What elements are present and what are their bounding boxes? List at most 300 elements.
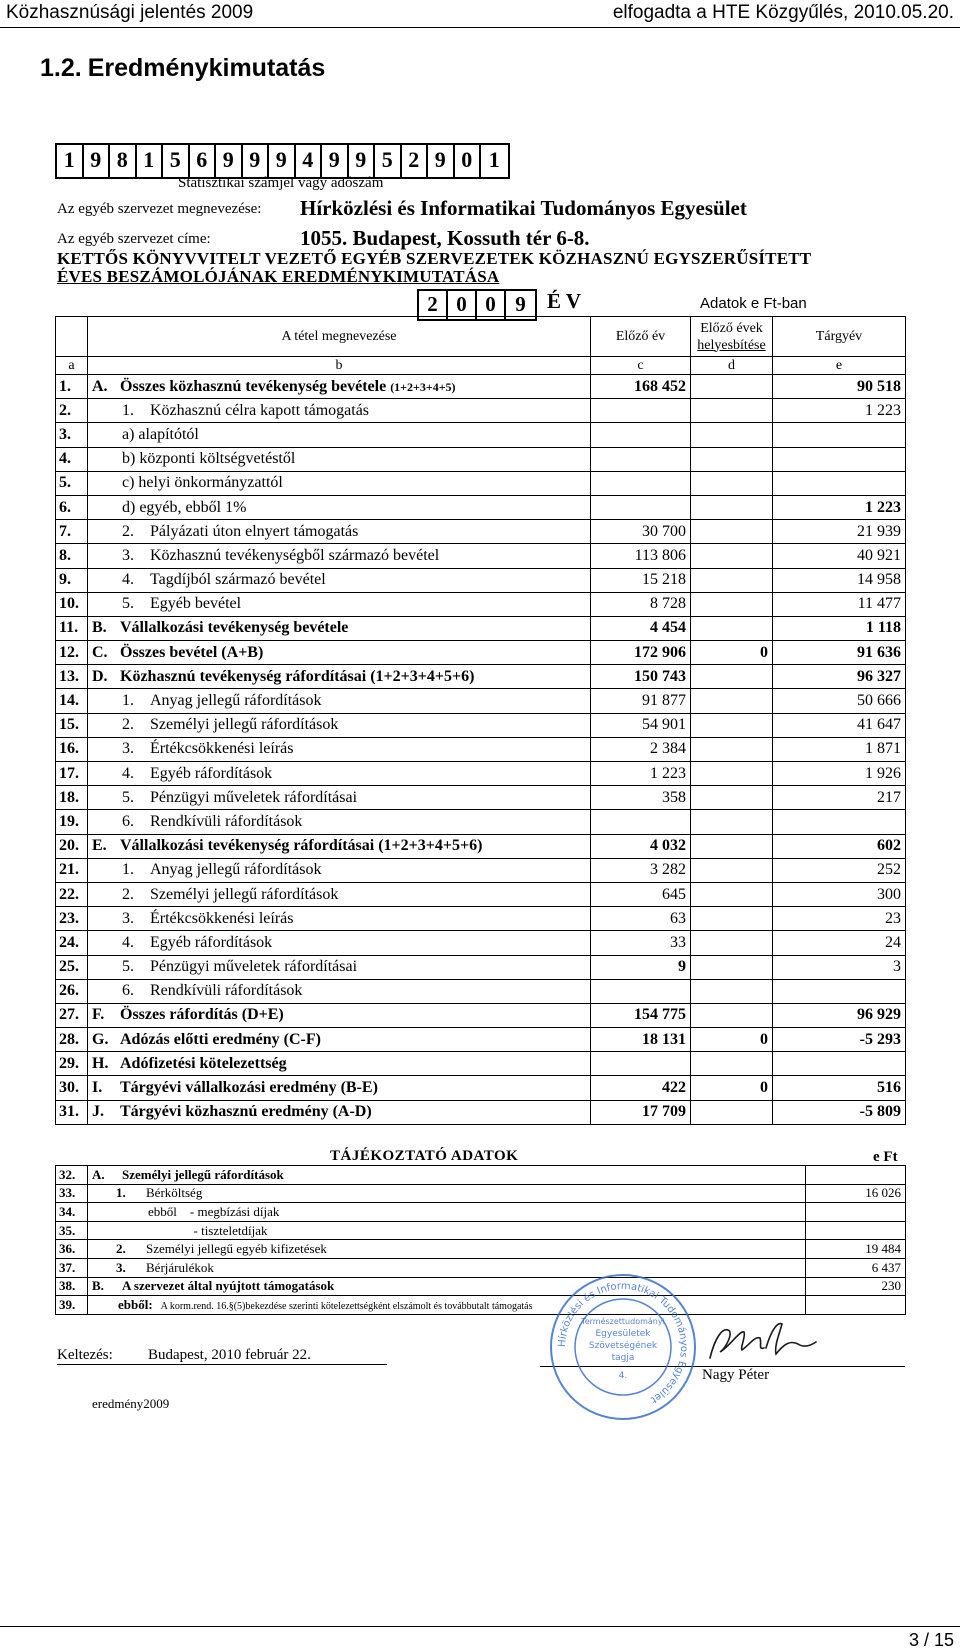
row-code: 1. [122,401,134,419]
row-label: Összes közhasznú tevékenység bevétele [120,377,387,395]
info-label: ebből: [118,1296,153,1312]
tax-digit: 8 [110,145,137,177]
info-value: 19 484 [806,1240,906,1259]
table-row [56,810,906,834]
value-corr [691,568,773,592]
table-row [56,689,906,713]
info-value [806,1203,906,1222]
value-corr [691,616,773,640]
row-label: Rendkívüli ráfordítások [150,982,303,1000]
row-label: Anyag jellegű ráfordítások [150,861,322,879]
header-correction-line2: helyesbítése [697,337,766,353]
header-item: A tétel megnevezése [88,317,591,357]
info-row [56,1203,906,1222]
value-prev: 63 [591,907,691,931]
info-label-cell [88,1184,806,1203]
row-label-cell [88,1052,591,1076]
row-code: 4. [122,764,134,782]
table-row [56,858,906,882]
value-prev [591,1052,691,1076]
row-number: 9. [56,568,88,592]
row-label-cell [88,544,591,568]
row-number: 1. [56,375,88,399]
row-code: I. [92,1079,103,1097]
value-curr [773,979,906,1003]
value-prev: 33 [591,931,691,955]
column-key-a: a [56,357,88,375]
info-code: 1. [116,1185,126,1201]
info-label: Bérköltség [146,1185,203,1201]
value-prev: 150 743 [591,665,691,689]
info-value: 16 026 [806,1184,906,1203]
info-code: 2. [116,1241,126,1257]
row-code: 4. [122,571,134,589]
row-label-cell [88,955,591,979]
row-number: 15. [56,713,88,737]
value-prev: 91 877 [591,689,691,713]
stamp-text-3: Szövetségének [588,1341,658,1351]
row-formula: (1+2+3+4+5) [390,379,456,394]
header-correction [691,317,773,357]
row-label: Anyag jellegű ráfordítások [150,692,322,710]
info-code: B. [92,1278,104,1294]
org-address: 1055. Budapest, Kossuth tér 6-8. [300,226,590,250]
row-code: J. [92,1103,104,1121]
info-label: Bérjárulékok [146,1259,214,1275]
row-label: Adófizetési kötelezettség [120,1054,287,1072]
value-prev [591,471,691,495]
value-curr: 1 926 [773,762,906,786]
form-heading-line1: KETTŐS KÖNYVVITELT VEZETŐ EGYÉB SZERVEZETEK KÖZHASZNÚ EGYSZERŰSÍTETT [57,249,812,268]
row-number: 8. [56,544,88,568]
value-corr: 0 [691,1076,773,1100]
row-code: 6. [122,982,134,1000]
row-label: Pályázati úton elnyert támogatás [150,522,359,540]
table-row [56,931,906,955]
row-code: 5. [122,788,134,806]
info-value [806,1221,906,1240]
stamp-ring-text: Hírközlési és Informatikai Tudományos Egyesület [556,1280,690,1406]
value-curr: 41 647 [773,713,906,737]
footer-rule [0,1626,960,1627]
year-digit: 2 [419,291,448,319]
header-correction-line1: Előző évek [700,320,763,336]
row-label: Összes ráfordítás (D+E) [120,1006,284,1024]
year-digit: 0 [448,291,477,319]
value-corr: 0 [691,1028,773,1052]
row-code: E. [92,837,107,855]
value-curr: 1 223 [773,495,906,519]
tax-digit: 9 [84,145,111,177]
column-key-d: d [691,357,773,375]
value-curr: 252 [773,858,906,882]
value-curr [773,810,906,834]
row-code: 2. [122,522,134,540]
info-unit: e Ft [873,1149,898,1165]
value-curr: 300 [773,882,906,906]
tax-digit: 0 [455,145,482,177]
info-note: A korm.rend. 16.§(5)bekezdése szerinti kötelezettségként elszámolt és továbbutalt támogatás [160,1300,533,1312]
header-blank [56,317,88,357]
value-corr [691,713,773,737]
value-corr [691,447,773,471]
row-label: Tárgyévi közhasznú eredmény (A-D) [120,1103,372,1121]
value-prev: 168 452 [591,375,691,399]
table-row [56,882,906,906]
value-corr [691,907,773,931]
value-prev: 358 [591,786,691,810]
info-row-number: 36. [56,1240,88,1259]
table-row [56,520,906,544]
row-number: 24. [56,931,88,955]
table-row [56,1028,906,1052]
table-row [56,665,906,689]
value-curr: 40 921 [773,544,906,568]
row-label: Közhasznú tevékenység ráfordításai (1+2+3+4+5+6) [120,667,475,685]
year-digit: 9 [515,292,526,316]
row-code: 1. [122,692,134,710]
value-corr [691,544,773,568]
info-row [56,1221,906,1240]
value-corr [691,665,773,689]
value-corr [691,979,773,1003]
info-value: 230 [806,1277,906,1296]
value-corr [691,495,773,519]
row-label: Vállalkozási tevékenység ráfordításai (1+2+3+4+5+6) [120,837,483,855]
row-label: c) helyi önkormányzattól [122,474,283,492]
info-value: 6 437 [806,1258,906,1277]
row-label-cell [88,568,591,592]
row-number: 4. [56,447,88,471]
row-number: 22. [56,882,88,906]
table-row [56,737,906,761]
row-code: 3. [122,740,134,758]
tax-digit: 9 [349,145,376,177]
info-row [56,1184,906,1203]
value-curr: 21 939 [773,520,906,544]
value-prev: 1 223 [591,762,691,786]
row-label: Közhasznú tevékenységből származó bevétel [150,546,440,564]
info-row-number: 38. [56,1277,88,1296]
row-label: Közhasznú célra kapott támogatás [150,401,370,419]
row-number: 28. [56,1028,88,1052]
table-row [56,471,906,495]
value-corr [691,955,773,979]
value-prev [591,447,691,471]
tax-digit: 1 [57,145,84,177]
row-number: 7. [56,520,88,544]
value-prev [591,423,691,447]
row-code: 6. [122,812,134,830]
column-key-b: b [88,357,591,375]
row-label-cell [88,786,591,810]
row-label-cell [88,616,591,640]
table-row [56,979,906,1003]
row-label-cell [88,592,591,616]
info-row [56,1277,906,1296]
approval-note: elfogadta a HTE Közgyűlés, 2010.05.20. [612,2,954,23]
info-label: ebből - megbízási díjak [148,1203,280,1219]
row-number: 29. [56,1052,88,1076]
row-code: D. [92,667,108,685]
tax-digit: 9 [243,145,270,177]
value-curr: 1 871 [773,737,906,761]
units-note: Adatok e Ft-ban [700,295,807,312]
tax-number-boxes [55,143,510,179]
info-row-number: 39. [56,1296,88,1315]
info-code: 3. [116,1259,126,1275]
table-row [56,447,906,471]
report-title: Közhasznúsági jelentés 2009 [6,2,254,23]
row-label: a) alapítótól [122,425,199,443]
row-label-cell [88,1028,591,1052]
date-value: Budapest, 2010 február 22. [148,1347,311,1363]
value-curr: 96 327 [773,665,906,689]
row-number: 25. [56,955,88,979]
table-row [56,1003,906,1027]
tax-digit: 9 [216,145,243,177]
value-corr [691,375,773,399]
table-row [56,955,906,979]
row-label: Tagdíjból származó bevétel [150,571,326,589]
column-key-row [56,357,906,375]
value-prev: 30 700 [591,520,691,544]
row-label-cell [88,713,591,737]
info-label: - tiszteletdíjak [148,1222,268,1238]
row-label-cell [88,399,591,423]
table-row [56,544,906,568]
table-row [56,568,906,592]
row-label: Egyéb bevétel [150,595,242,613]
value-prev: 4 032 [591,834,691,858]
table-header-row [56,317,906,357]
info-row [56,1258,906,1277]
row-number: 16. [56,737,88,761]
row-number: 31. [56,1100,88,1124]
value-curr: 90 518 [773,375,906,399]
row-label: Személyi jellegű ráfordítások [150,716,339,734]
income-statement-table [55,316,906,1125]
row-number: 5. [56,471,88,495]
year-digit: 0 [477,291,506,319]
date-line [57,1364,387,1365]
value-curr: 1 118 [773,616,906,640]
row-label: Összes bevétel (A+B) [120,643,264,661]
row-code: A. [92,377,108,395]
row-label-cell [88,520,591,544]
tax-digit: 4 [296,145,323,177]
info-label-cell [88,1221,806,1240]
row-label-cell [88,665,591,689]
year-suffix: É V [547,289,582,313]
value-curr [773,471,906,495]
value-corr [691,689,773,713]
row-code: 2. [122,885,134,903]
row-number: 27. [56,1003,88,1027]
info-row-number: 35. [56,1221,88,1240]
value-corr [691,1100,773,1124]
table-row [56,592,906,616]
value-prev: 8 728 [591,592,691,616]
row-label-cell [88,762,591,786]
value-curr: 23 [773,907,906,931]
info-label: Személyi jellegű egyéb kifizetések [146,1241,327,1257]
org-name-label: Az egyéb szervezet megnevezése: [57,201,262,217]
row-label-cell [88,931,591,955]
row-code: 3. [122,546,134,564]
row-label-cell [88,858,591,882]
value-curr: 217 [773,786,906,810]
info-title: TÁJÉKOZTATÓ ADATOK [330,1148,519,1164]
value-corr [691,834,773,858]
row-number: 13. [56,665,88,689]
value-corr [691,592,773,616]
org-address-label: Az egyéb szervezet címe: [57,231,211,247]
row-number: 17. [56,762,88,786]
table-row [56,399,906,423]
row-number: 3. [56,423,88,447]
header-prev: Előző év [591,317,691,357]
value-prev [591,979,691,1003]
info-label: Személyi jellegű ráfordítások [122,1166,284,1182]
page-number: 3 / 15 [908,1630,954,1650]
value-curr [773,447,906,471]
table-row [56,616,906,640]
value-prev: 645 [591,882,691,906]
value-prev: 4 454 [591,616,691,640]
value-curr: 602 [773,834,906,858]
info-row-number: 37. [56,1258,88,1277]
row-number: 19. [56,810,88,834]
value-corr [691,786,773,810]
value-prev: 3 282 [591,858,691,882]
value-corr [691,1052,773,1076]
value-corr [691,520,773,544]
row-number: 11. [56,616,88,640]
tax-digit: 5 [375,145,402,177]
value-prev: 54 901 [591,713,691,737]
info-table [55,1165,906,1315]
value-prev [591,495,691,519]
value-prev: 17 709 [591,1100,691,1124]
row-number: 14. [56,689,88,713]
row-code: 5. [122,958,134,976]
row-label: Pénzügyi műveletek ráfordításai [150,788,358,806]
row-label: b) központi költségvetéstől [122,450,296,468]
row-label: Rendkívüli ráfordítások [150,812,303,830]
tax-digit: 9 [322,145,349,177]
row-code: H. [92,1054,109,1072]
row-label: Pénzügyi műveletek ráfordításai [150,958,358,976]
table-row [56,713,906,737]
value-corr: 0 [691,641,773,665]
row-number: 23. [56,907,88,931]
info-value [806,1166,906,1185]
section-name: Eredménykimutatás [87,54,326,82]
organization-stamp [548,1272,698,1422]
stamp-text-4: tagja [611,1353,635,1363]
table-row [56,375,906,399]
value-corr [691,882,773,906]
row-label-cell [88,882,591,906]
document-code: eredmény2009 [92,1396,170,1411]
info-label-cell [88,1203,806,1222]
row-label: Értékcsökkenési leírás [150,740,294,758]
form-heading-line2 [57,267,499,287]
tax-caption: Statisztikai számjel vagy adószám [178,175,384,191]
stamp-text-5: 4. [618,1371,628,1381]
row-label: Személyi jellegű ráfordítások [150,885,339,903]
row-code: 3. [122,909,134,927]
stamp-text-2: Egyesületek [595,1329,651,1339]
value-curr: 3 [773,955,906,979]
row-number: 20. [56,834,88,858]
row-label: Egyéb ráfordítások [150,933,273,951]
value-corr [691,737,773,761]
value-prev: 18 131 [591,1028,691,1052]
value-curr: 91 636 [773,641,906,665]
value-curr: 1 223 [773,399,906,423]
table-row [56,641,906,665]
form-heading-line2-text: ÉVES BESZÁMOLÓJÁNAK EREDMÉNYKIMUTATÁSA [57,267,500,286]
row-label: Tárgyévi vállalkozási eredmény (B-E) [120,1079,378,1097]
table-row [56,1100,906,1124]
info-row-number: 33. [56,1184,88,1203]
info-row [56,1296,906,1315]
value-corr [691,423,773,447]
value-curr: 50 666 [773,689,906,713]
table-row [56,834,906,858]
row-code: C. [92,643,108,661]
row-number: 10. [56,592,88,616]
tax-digit: 9 [428,145,455,177]
row-label: d) egyéb, ebből 1% [122,498,247,516]
row-label-cell [88,423,591,447]
info-row [56,1166,906,1185]
value-prev: 154 775 [591,1003,691,1027]
value-corr [691,810,773,834]
row-label-cell [88,737,591,761]
value-prev: 113 806 [591,544,691,568]
info-label-cell [88,1166,806,1185]
row-number: 21. [56,858,88,882]
signer-name: Nagy Péter [702,1367,770,1383]
table-row [56,495,906,519]
row-label-cell [88,471,591,495]
row-label-cell [88,834,591,858]
value-curr: 24 [773,931,906,955]
value-curr [773,1052,906,1076]
row-label-cell [88,641,591,665]
row-label-cell [88,907,591,931]
row-code: F. [92,1006,105,1024]
tax-digit: 9 [269,145,296,177]
value-corr [691,1003,773,1027]
row-number: 6. [56,495,88,519]
row-number: 18. [56,786,88,810]
value-prev: 9 [591,955,691,979]
value-curr: 96 929 [773,1003,906,1027]
row-label-cell [88,1100,591,1124]
row-label-cell [88,1076,591,1100]
value-corr [691,471,773,495]
row-label: Egyéb ráfordítások [150,764,273,782]
value-corr [691,858,773,882]
row-label-cell [88,375,591,399]
value-corr [691,931,773,955]
value-curr: 11 477 [773,592,906,616]
column-key-e: e [773,357,906,375]
